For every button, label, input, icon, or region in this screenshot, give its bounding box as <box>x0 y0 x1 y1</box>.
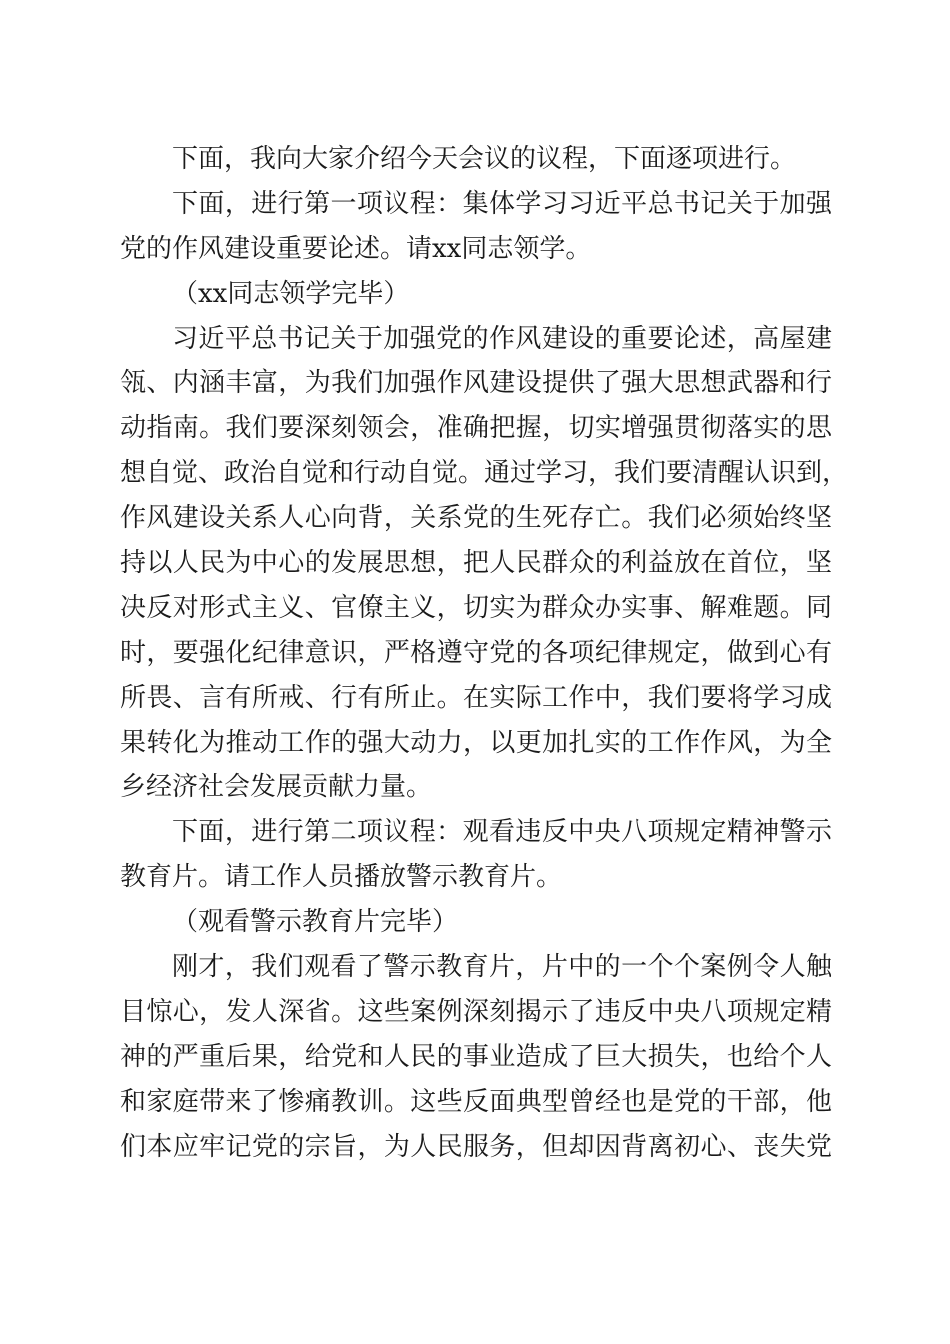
text-line: 乡经济社会发展贡献力量。 <box>120 772 433 803</box>
paragraph-note-film-complete <box>120 900 832 945</box>
document-body <box>120 137 849 1169</box>
text-line: 下面，进行第二项议程：观看违反中央八项规定精神警示 <box>172 817 832 848</box>
text-line: 教育片。请工作人员播放警示教育片。 <box>120 862 563 893</box>
paragraph-film-reflection <box>120 945 832 1169</box>
text-line: 刚才，我们观看了警示教育片，片中的一个个案例令人触 <box>172 952 832 983</box>
text-line: 所畏、言有所戒、行有所止。在实际工作中，我们要将学习成 <box>120 682 832 713</box>
text-line: 决反对形式主义、官僚主义，切实为群众办实事、解难题。同 <box>120 592 832 623</box>
paragraph-note-study-complete <box>120 272 832 317</box>
text-line: 神的严重后果，给党和人民的事业造成了巨大损失，也给个人 <box>120 1041 832 1072</box>
paragraph-item-one <box>120 182 832 272</box>
text-line: 想自觉、政治自觉和行动自觉。通过学习，我们要清醒认识到， <box>120 458 849 489</box>
text-line: 们本应牢记党的宗旨，为人民服务，但却因背离初心、丧失党 <box>120 1131 832 1162</box>
text-line: 下面，进行第一项议程：集体学习习近平总书记关于加强 <box>172 188 832 219</box>
text-line: 动指南。我们要深刻领会，准确把握，切实增强贯彻落实的思 <box>120 413 832 444</box>
paragraph-study-summary <box>120 317 849 811</box>
text-line: 下面，我向大家介绍今天会议的议程，下面逐项进行。 <box>172 144 797 174</box>
text-line: 习近平总书记关于加强党的作风建设的重要论述，高屋建 <box>172 323 832 354</box>
text-line: （观看警示教育片完毕） <box>172 907 459 938</box>
text-line: 时，要强化纪律意识，严格遵守党的各项纪律规定，做到心有 <box>120 637 832 668</box>
text-line: 目惊心，发人深省。这些案例深刻揭示了违反中央八项规定精 <box>120 996 832 1027</box>
text-line: 果转化为推动工作的强大动力，以更加扎实的工作作风，为全 <box>120 727 832 758</box>
text-line: 持以人民为中心的发展思想，把人民群众的利益放在首位，坚 <box>120 548 832 579</box>
text-line: （xx同志领学完毕） <box>172 278 410 309</box>
text-line: 和家庭带来了惨痛教训。这些反面典型曾经也是党的干部，他 <box>120 1086 832 1117</box>
text-line: 瓴、内涵丰富，为我们加强作风建设提供了强大思想武器和行 <box>120 368 832 399</box>
text-line: 党的作风建设重要论述。请xx同志领学。 <box>120 233 592 264</box>
paragraph-item-two <box>120 810 832 900</box>
paragraph-agenda-intro <box>120 137 832 182</box>
text-line: 作风建设关系人心向背，关系党的生死存亡。我们必须始终坚 <box>120 503 832 534</box>
